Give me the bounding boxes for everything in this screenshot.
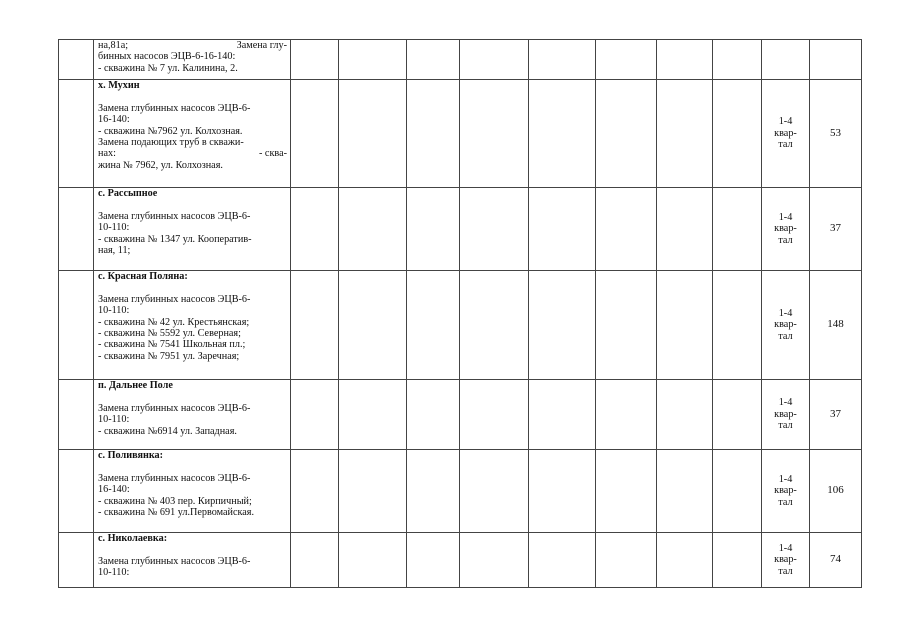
locality-heading: п. Дальнее Поле (98, 380, 173, 391)
locality-heading: с. Поливянка: (98, 450, 164, 461)
locality-heading: с. Рассыпное (98, 188, 158, 199)
description-cell (94, 533, 291, 588)
description-line: - скважина № 7541 Школьная пл.; (98, 339, 246, 351)
description-line: Замена глубинных насосов ЭЦВ-6- (98, 293, 251, 305)
period-cell (762, 40, 810, 80)
description-line: - сква- (258, 148, 287, 160)
amount-cell: 37 (810, 188, 862, 271)
description-line: ная, 11; (98, 245, 131, 257)
description-line: бинных насосов ЭЦВ-6-16-140: (98, 51, 236, 63)
description-line: 10-110: (98, 222, 130, 234)
description-line: - скважина №7962 ул. Колхозная. (98, 125, 243, 137)
description-line: Замена глубинных насосов ЭЦВ-6- (98, 402, 251, 414)
description-line: - скважина № 691 ул.Первомайская. (98, 507, 255, 519)
description-line: Замена глубинных насосов ЭЦВ-6- (98, 102, 251, 114)
description-cell (94, 450, 291, 533)
locality-heading: с. Николаевка: (98, 533, 168, 544)
table-row (59, 40, 862, 80)
description-cell (94, 80, 291, 188)
description-line: - скважина № 7951 ул. Заречная; (98, 350, 240, 362)
table-row (59, 80, 862, 188)
description-cell (94, 271, 291, 380)
description-line: - скважина № 1347 ул. Кооператив- (98, 233, 252, 245)
description-line: нах: (98, 148, 116, 160)
number-cell (59, 450, 94, 533)
description-cell (94, 40, 291, 80)
number-cell (59, 380, 94, 450)
description-line: - скважина № 7 ул. Калинина, 2. (98, 62, 238, 74)
period-cell: 1-4 квар- тал (762, 380, 810, 450)
table-row (59, 380, 862, 450)
description-line: на,81а; (98, 40, 129, 51)
amount-cell (810, 40, 862, 80)
number-cell (59, 80, 94, 188)
period-cell: 1-4 квар- тал (762, 450, 810, 533)
description-cell (94, 380, 291, 450)
description-line: Замена глубинных насосов ЭЦВ-6- (98, 472, 251, 484)
description-line: 10-110: (98, 567, 130, 579)
number-cell (59, 188, 94, 271)
amount-cell: 148 (810, 271, 862, 380)
description-line: Замена глубинных насосов ЭЦВ-6- (98, 555, 251, 567)
number-cell (59, 271, 94, 380)
description-line: - скважина № 5592 ул. Северная; (98, 328, 241, 340)
description-line: 16-140: (98, 484, 130, 496)
table-row (59, 450, 862, 533)
description-line: Замена глу- (236, 40, 287, 51)
amount-cell: 106 (810, 450, 862, 533)
description-line: 10-110: (98, 414, 130, 426)
description-line: жина № 7962, ул. Колхозная. (98, 159, 223, 171)
table-row (59, 271, 862, 380)
amount-cell: 53 (810, 80, 862, 188)
description-line: Замена глубинных насосов ЭЦВ-6- (98, 210, 251, 222)
description-cell (94, 188, 291, 271)
description-line: - скважина № 42 ул. Крестьянская; (98, 316, 250, 328)
locality-heading: с. Красная Поляна: (98, 271, 188, 282)
period-cell: 1-4 квар- тал (762, 188, 810, 271)
number-cell (59, 40, 94, 80)
table-row (59, 533, 862, 588)
table-row (59, 188, 862, 271)
description-line: - скважина №6914 ул. Западная. (98, 425, 237, 437)
period-cell: 1-4 квар- тал (762, 271, 810, 380)
description-line: - скважина № 403 пер. Кирпичный; (98, 495, 252, 507)
number-cell (59, 533, 94, 588)
amount-cell: 37 (810, 380, 862, 450)
description-line: 10-110: (98, 305, 130, 317)
period-cell: 1-4 квар- тал (762, 533, 810, 588)
amount-cell: 74 (810, 533, 862, 588)
work-plan-table (58, 39, 862, 588)
period-cell: 1-4 квар- тал (762, 80, 810, 188)
description-line: 16-140: (98, 114, 130, 126)
description-line: Замена подающих труб в скважи- (98, 137, 244, 149)
locality-heading: х. Мухин (98, 80, 140, 91)
